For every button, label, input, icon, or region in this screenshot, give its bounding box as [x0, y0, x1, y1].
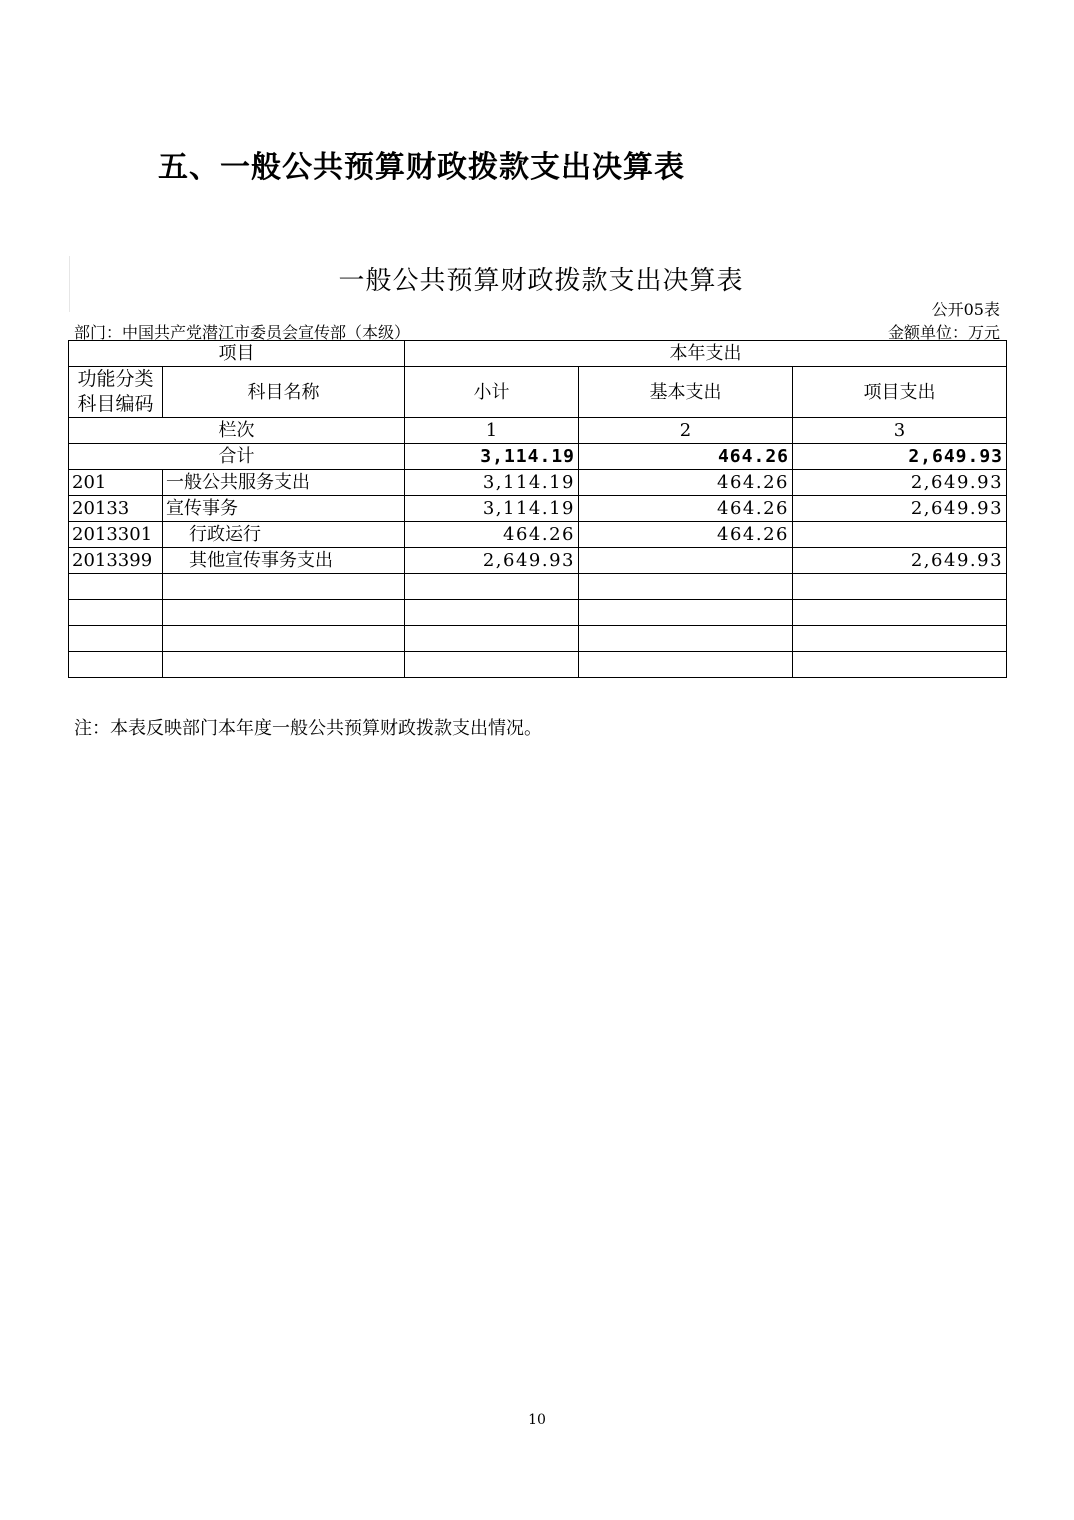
empty-row [69, 652, 1007, 678]
row-code: 20133 [69, 496, 163, 522]
header-subtotal: 小计 [405, 367, 579, 418]
row-project: 2,649.93 [793, 548, 1007, 574]
total-row [69, 444, 1007, 470]
empty-cell [793, 626, 1007, 652]
row-name: 一般公共服务支出 [163, 470, 405, 496]
form-code: 公开05表 [931, 300, 1000, 319]
empty-cell [579, 652, 793, 678]
row-project [793, 522, 1007, 548]
empty-row [69, 626, 1007, 652]
expense-table [68, 340, 1007, 678]
header-current-year-expense: 本年支出 [405, 341, 1007, 367]
empty-cell [793, 574, 1007, 600]
row-basic: 464.26 [579, 522, 793, 548]
row-name: 行政运行 [163, 522, 405, 548]
table-title: 一般公共预算财政拨款支出决算表 [338, 266, 744, 296]
row-name: 宣传事务 [163, 496, 405, 522]
empty-cell [69, 626, 163, 652]
empty-row [69, 574, 1007, 600]
column-order-2: 2 [579, 418, 793, 444]
column-order-label: 栏次 [69, 418, 405, 444]
empty-cell [405, 626, 579, 652]
empty-cell [405, 574, 579, 600]
row-code: 2013301 [69, 522, 163, 548]
row-basic: 464.26 [579, 470, 793, 496]
column-order-1: 1 [405, 418, 579, 444]
page-number: 10 [528, 1412, 546, 1428]
row-project: 2,649.93 [793, 470, 1007, 496]
empty-cell [405, 652, 579, 678]
row-code: 201 [69, 470, 163, 496]
empty-cell [69, 600, 163, 626]
empty-cell [69, 574, 163, 600]
total-label: 合计 [69, 444, 405, 470]
table-row [69, 522, 1007, 548]
empty-cell [163, 574, 405, 600]
empty-cell [163, 626, 405, 652]
empty-cell [579, 600, 793, 626]
header-row-2 [69, 367, 1007, 418]
department-label: 部门：中国共产党潜江市委员会宣传部（本级） [74, 323, 411, 342]
table-note: 注：本表反映部门本年度一般公共预算财政拨款支出情况。 [74, 718, 542, 739]
unit-label: 金额单位：万元 [887, 323, 1000, 342]
total-project: 2,649.93 [793, 444, 1007, 470]
header-subject-name: 科目名称 [163, 367, 405, 418]
header-func-code: 功能分类科目编码 [69, 367, 163, 418]
table-row [69, 548, 1007, 574]
row-basic: 464.26 [579, 496, 793, 522]
total-subtotal: 3,114.19 [405, 444, 579, 470]
row-project: 2,649.93 [793, 496, 1007, 522]
row-subtotal: 3,114.19 [405, 496, 579, 522]
total-basic: 464.26 [579, 444, 793, 470]
column-order-row [69, 418, 1007, 444]
empty-cell [579, 626, 793, 652]
table-row [69, 470, 1007, 496]
empty-row [69, 600, 1007, 626]
empty-cell [163, 652, 405, 678]
empty-cell [579, 574, 793, 600]
row-basic [579, 548, 793, 574]
header-project-expense: 项目支出 [793, 367, 1007, 418]
row-name: 其他宣传事务支出 [163, 548, 405, 574]
row-subtotal: 2,649.93 [405, 548, 579, 574]
header-project: 项目 [69, 341, 405, 367]
row-subtotal: 3,114.19 [405, 470, 579, 496]
empty-cell [793, 652, 1007, 678]
empty-cell [69, 652, 163, 678]
empty-cell [793, 600, 1007, 626]
header-row-1 [69, 341, 1007, 367]
empty-cell [405, 600, 579, 626]
row-code: 2013399 [69, 548, 163, 574]
table-row [69, 496, 1007, 522]
row-subtotal: 464.26 [405, 522, 579, 548]
header-basic-expense: 基本支出 [579, 367, 793, 418]
empty-cell [163, 600, 405, 626]
section-title: 五、一般公共预算财政拨款支出决算表 [158, 150, 685, 185]
column-order-3: 3 [793, 418, 1007, 444]
